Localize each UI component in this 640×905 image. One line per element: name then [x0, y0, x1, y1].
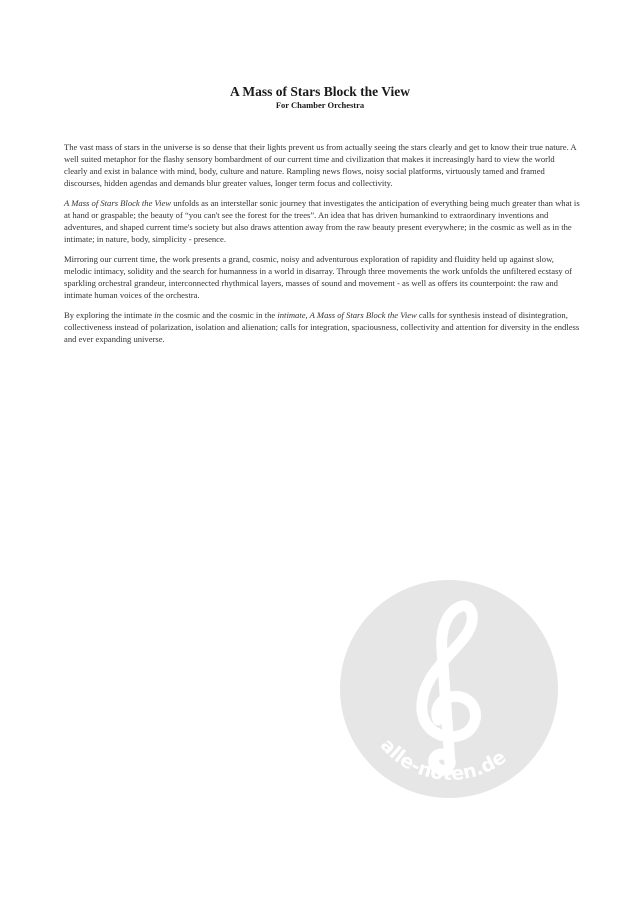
- page-title: A Mass of Stars Block the View: [230, 84, 410, 99]
- work-title-italic: A Mass of Stars Block the View: [64, 198, 172, 208]
- paragraph-2: [64, 197, 580, 245]
- paragraph-4-text-b: the cosmic and the cosmic in the: [160, 310, 278, 320]
- watermark-text-path: alle-noten.de: [375, 734, 511, 786]
- watermark: [340, 580, 558, 798]
- paragraph-1: [64, 141, 580, 189]
- paragraph-1-text: The vast mass of stars in the universe is so dense that their lights prevent us from actually seeing the stars clearly and get to know their true nature. A well suited metaphor for the flashy sensory bombardment of our current time and civilization that makes it increasingly hard to view the world clearly and exist in balance with mind, body, culture and nature. Rampling news flows, noisy social platforms, virtuously tamed and framed discourses, hidden agendas and demands blur greater values, longer term focus and collectivity.: [64, 142, 577, 188]
- paragraph-4-title-italic: intimate, A Mass of Stars Block the View: [277, 310, 417, 320]
- page-subtitle: For Chamber Orchestra: [275, 100, 365, 110]
- paragraph-2-text: unfolds as an interstellar sonic journey that investigates the anticipation of everything being much greater than what is at hand or graspable; the beauty of “you can't see the forest for the trees”. An idea that has driven humankind to extraordinary inventions and adventures, and shaped current time's society but also draws attention away from the raw beauty present everywhere; in the cosmic as well as in the intimate; in nature, body, simplicity - presence.: [64, 198, 580, 244]
- paragraph-4: [64, 309, 580, 345]
- paragraph-4-in-italic: in: [154, 310, 161, 320]
- paragraph-3: [64, 253, 580, 301]
- paragraph-4-text-c: calls for synthesis instead of disintegration, collectiveness instead of polarization, isolation and alienation; calls for integration, spaciousness, collectivity and attention for diversity in the endless and ever expanding universe.: [64, 310, 580, 344]
- paragraph-3-text: Mirroring our current time, the work presents a grand, cosmic, noisy and adventurous exploration of rapidity and fluidity held up against slow, melodic intimacy, solidity and the search for humanness in a world in disarray. Through three movements the work unfolds the unfiltered ecstasy of sparkling orchestral grandeur, interconnected rhythmical layers, masses of sound and movement - as well as offers its counterpoint: the raw and intimate human voices of the orchestra.: [64, 254, 573, 300]
- paragraph-4-text-a: By exploring the intimate: [64, 310, 155, 320]
- document-body: [64, 141, 580, 353]
